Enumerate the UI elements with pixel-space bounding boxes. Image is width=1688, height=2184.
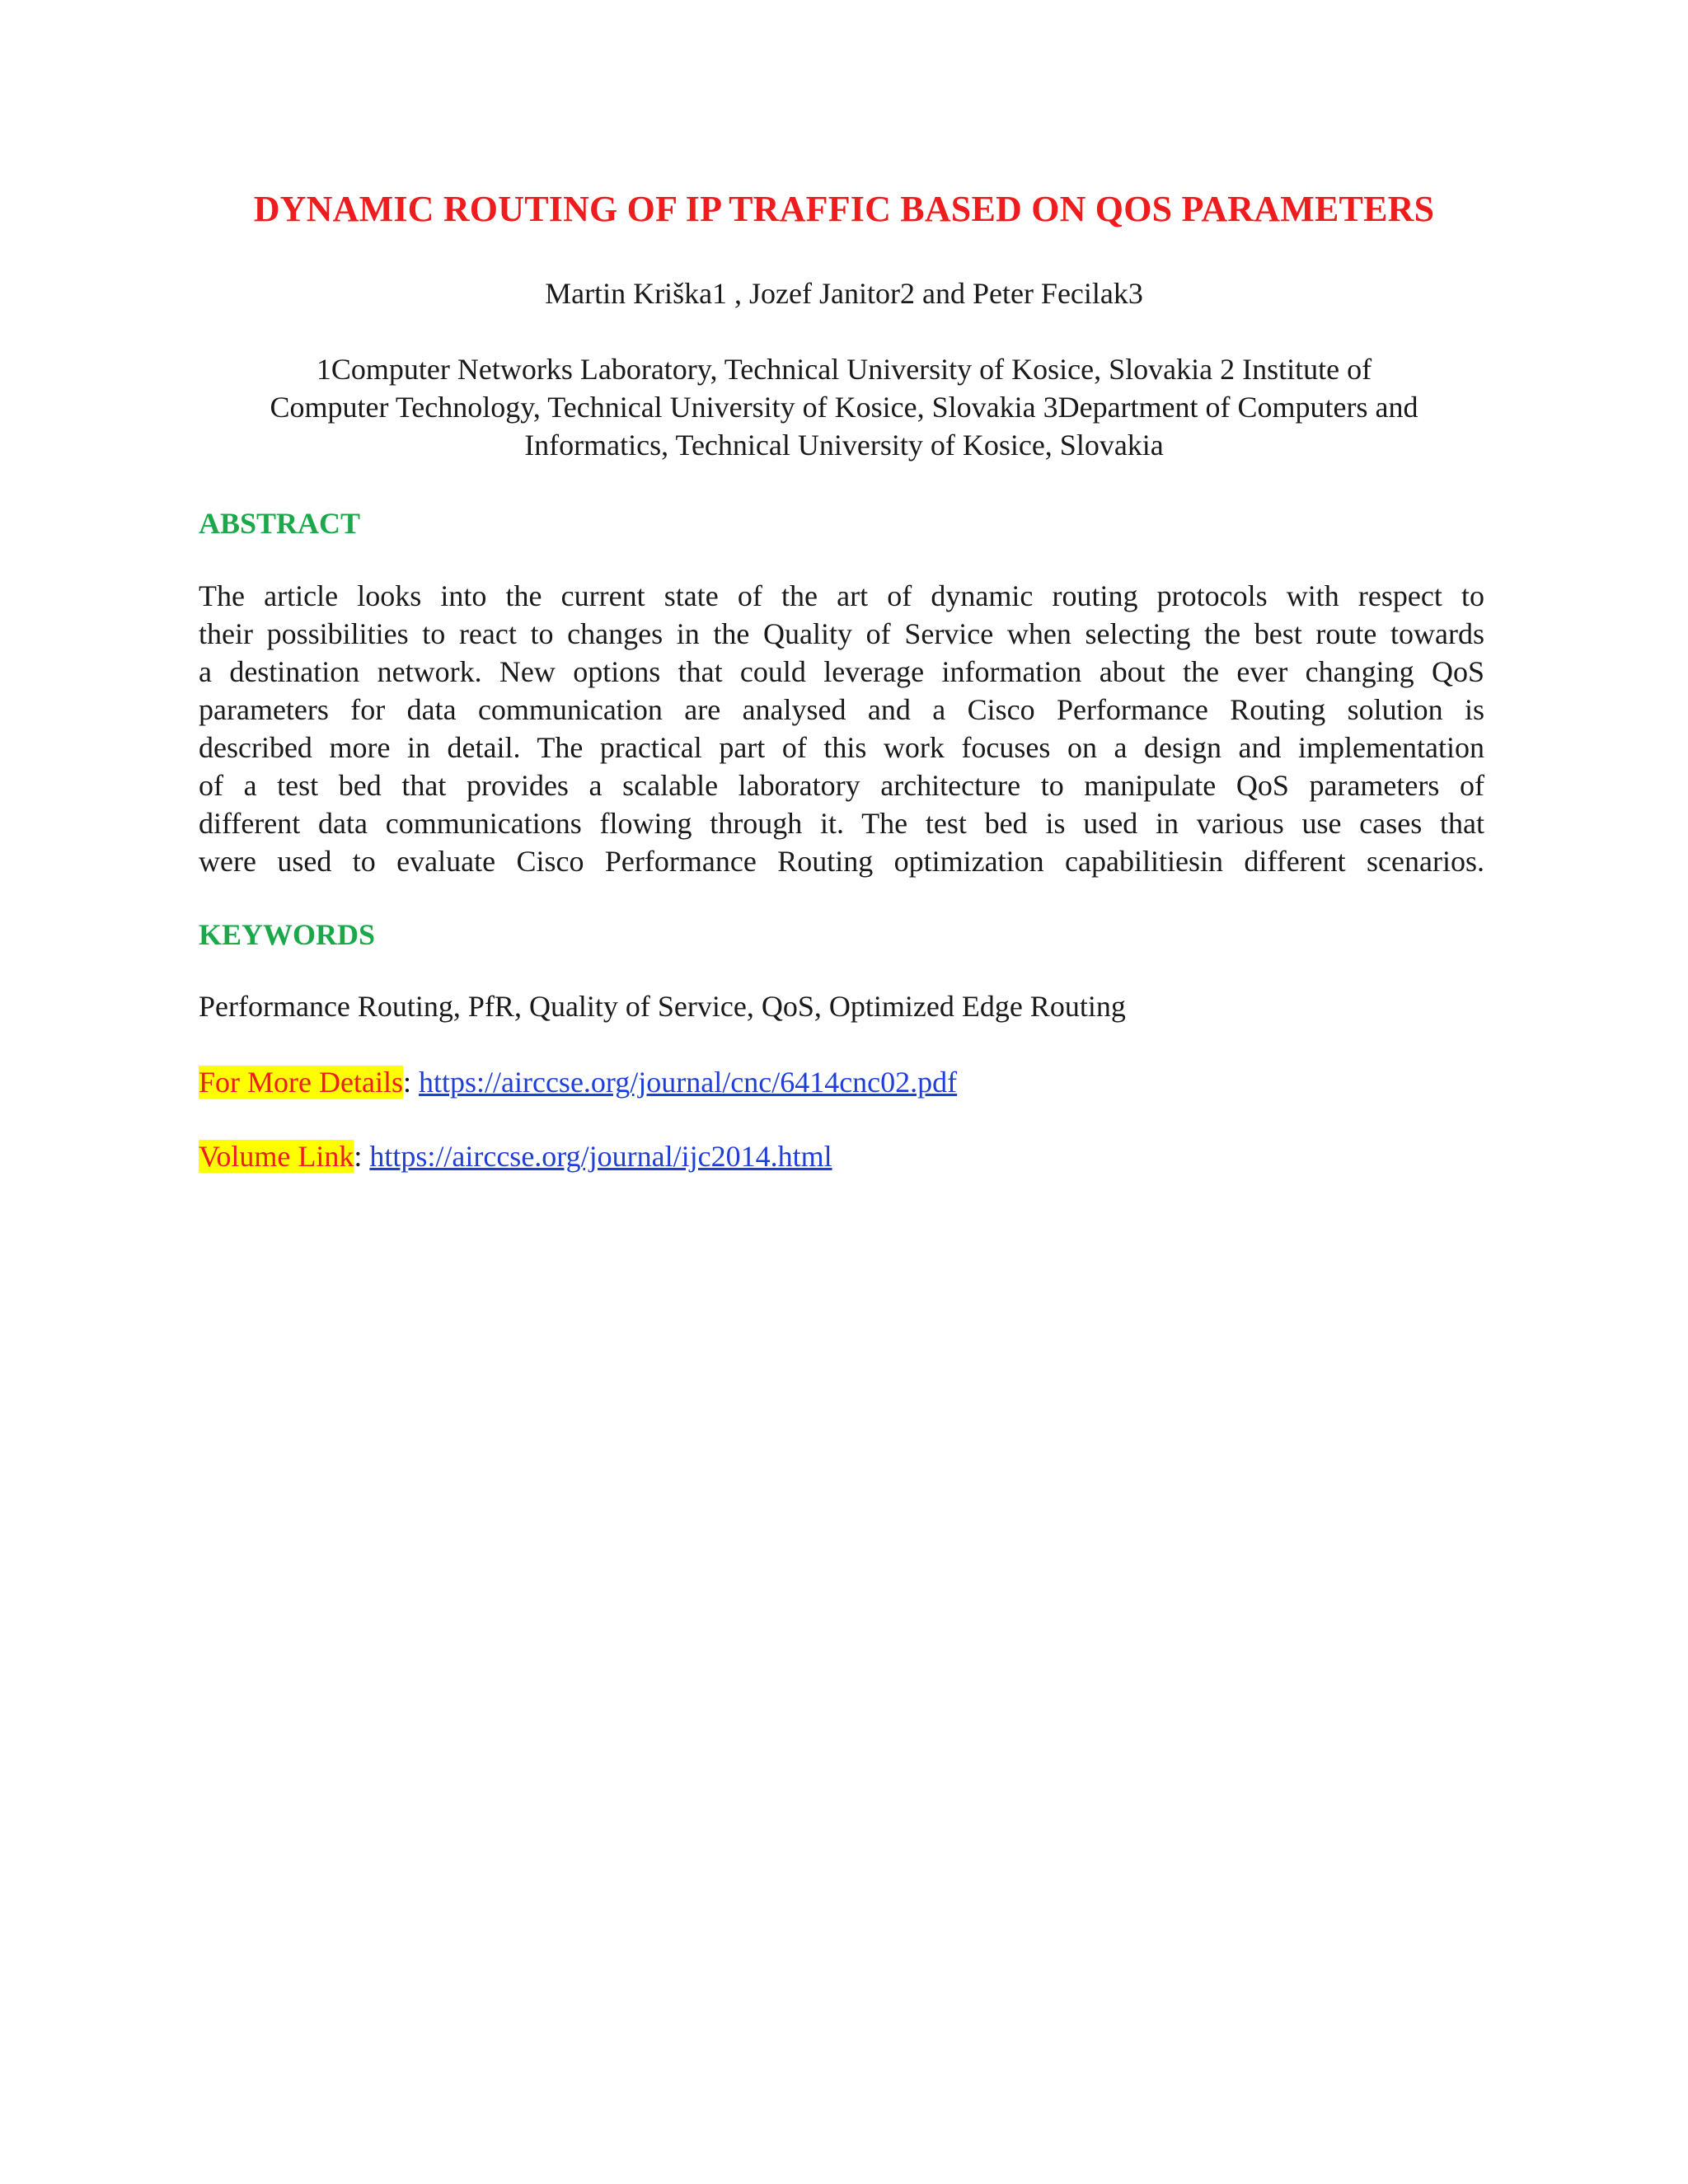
abstract-body [199,577,1484,880]
affiliation-line: Informatics, Technical University of Kosice, Slovakia [524,429,1164,462]
keywords-text: Performance Routing, PfR, Quality of Service, QoS, Optimized Edge Routing [199,990,1126,1023]
affiliation-line: Computer Technology, Technical University of Kosice, Slovakia 3Department of Computers and [270,391,1418,424]
abstract-heading: ABSTRACT [199,507,361,540]
more-details-row [199,1065,957,1099]
paper-title: DYNAMIC ROUTING OF IP TRAFFIC BASED ON QOS PARAMETERS [253,189,1435,229]
abstract-line: parameters for data communication are analysed and a Cisco Performance Routing solution is [199,693,1484,726]
affiliation-line: 1Computer Networks Laboratory, Technical University of Kosice, Slovakia 2 Institute of [316,353,1372,386]
volume-link-row [199,1139,832,1174]
volume-link-label: Volume Link [199,1140,354,1173]
affiliations [181,350,1507,464]
more-details-label: For More Details [199,1066,403,1099]
abstract-line: a destination network. New options that could leverage information about the ever changing QoS [199,655,1484,688]
abstract-line: described more in detail. The practical part of this work focuses on a design and implementation [199,731,1484,764]
more-details-link[interactable]: https://airccse.org/journal/cnc/6414cnc02.pdf [418,1066,958,1099]
author-list: Martin Kriška1 , Jozef Janitor2 and Peter Fecilak3 [545,277,1143,310]
keywords-heading: KEYWORDS [199,918,376,951]
volume-link[interactable]: https://airccse.org/journal/ijc2014.html [369,1140,832,1173]
abstract-line: their possibilities to react to changes in the Quality of Service when selecting the best route towards [199,617,1484,650]
abstract-line: different data communications flowing through it. The test bed is used in various use cases that [199,807,1484,840]
volume-link-separator: : [354,1140,363,1173]
abstract-line: of a test bed that provides a scalable laboratory architecture to manipulate QoS parameters of [199,769,1484,802]
more-details-separator: : [402,1066,411,1099]
abstract-line: were used to evaluate Cisco Performance Routing optimization capabilitiesin different scenarios. [199,845,1484,878]
abstract-line: The article looks into the current state of the art of dynamic routing protocols with respect to [199,579,1484,612]
